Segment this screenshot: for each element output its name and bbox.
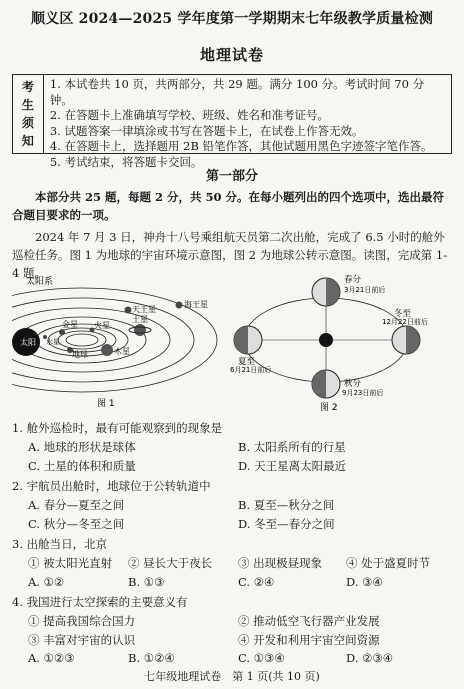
option-b[interactable]: B. ①②④: [128, 651, 175, 665]
saturn-icon: [134, 324, 146, 336]
figure2-caption: 图 2: [320, 403, 338, 413]
season-date: 12月22日前后: [382, 318, 428, 326]
option-d[interactable]: D. 天王星离太阳最近: [238, 459, 347, 473]
option-d[interactable]: D. ③④: [346, 575, 383, 589]
option-a[interactable]: A. 春分—夏至之间: [28, 498, 125, 512]
earth-spring: [312, 278, 340, 306]
earth-autumn: [312, 370, 340, 398]
uranus-icon: [125, 307, 132, 314]
statement-item: ③ 出现极昼现象: [238, 556, 323, 570]
option-a[interactable]: A. ①②: [28, 575, 65, 589]
option-b[interactable]: B. ①③: [128, 575, 165, 589]
figure2-earth-revolution: [226, 268, 452, 414]
subject-title: 地理试卷: [199, 46, 264, 64]
notice-item: 1. 本试卷共 10 页，共两部分，共 29 题。满分 100 分。考试时间 70 分钟。: [49, 77, 425, 107]
season-date: 9月23日前后: [342, 389, 384, 397]
venus-icon: [59, 329, 65, 335]
statement-item: ② 昼长大于夜长: [128, 556, 213, 570]
option-b[interactable]: B. 夏至—秋分之间: [238, 498, 335, 512]
exam-title: 顺义区 2024—2025 学年度第一学期期末七年级教学质量检测: [30, 11, 434, 27]
notice-item: 3. 试题答案一律填涂或书写在答题卡上，在试卷上作答无效。: [49, 123, 364, 138]
notice-item: 4. 在答题卡上，选择题用 2B 铅笔作答，其他试题用黑色字迹签字笔作答。: [49, 139, 433, 153]
part-one-title: 第一部分: [205, 169, 258, 184]
question-context: 2024 年 7 月 3 日，神舟十八号乘组航天员第二次出舱，完成了 6.5 小时的舱外巡检任务。图 1 为地球的宇宙环境示意图，图 2 为地球公转示意图。读图，完成第 1-4 题。: [12, 230, 448, 280]
statement-item: ③ 丰富对宇宙的认识: [28, 633, 136, 647]
question-stem: 4. 我国进行太空探索的主要意义有: [12, 595, 188, 609]
statement-item: ② 推动低空飞行器产业发展: [238, 614, 380, 628]
option-b[interactable]: B. 太阳系所有的行星: [238, 440, 346, 454]
option-c[interactable]: C. 秋分—冬至之间: [28, 517, 125, 531]
option-d[interactable]: D. ②③④: [346, 651, 394, 665]
candidate-notice-box: [12, 74, 452, 169]
question-stem: 1. 舱外巡检时，最有可能观察到的现象是: [12, 421, 223, 435]
planet-label: 火星: [94, 321, 110, 330]
season-date: 6月21日前后: [230, 366, 272, 374]
jupiter-icon: [101, 344, 113, 356]
planet-label: 天王星: [132, 305, 156, 314]
planet-label: 海王星: [184, 300, 208, 309]
part-one-intro: 本部分共 25 题，每题 2 分，共 50 分。在每小题列出的四个选项中，选出最符合题目要求的一项。: [12, 190, 445, 222]
option-c[interactable]: C. ①③④: [238, 651, 285, 665]
season-name: 夏至: [238, 357, 256, 367]
planet-label: 木星: [114, 347, 130, 356]
option-c[interactable]: C. ②④: [238, 575, 275, 589]
question-stem: 2. 宇航员出舱时，地球位于公转轨道中: [12, 479, 211, 493]
figure1-caption: 图 1: [97, 399, 115, 409]
season-name: 春分: [344, 275, 362, 285]
planet-label: 水星: [46, 338, 60, 346]
planet-label: 金星: [62, 320, 78, 329]
notice-heading: 考 生 须 知: [13, 75, 44, 153]
earth-winter: [392, 326, 420, 354]
statement-item: ④ 开发和利用宇宙空间资源: [238, 633, 380, 647]
sun-label: 太阳: [20, 338, 36, 347]
page-footer: 七年级地理试卷 第 1 页(共 10 页): [144, 670, 320, 683]
earth-summer: [234, 326, 262, 354]
planet-label: 地球: [72, 350, 88, 359]
option-c[interactable]: C. 土星的体积和质量: [28, 459, 136, 473]
statement-item: ④ 处于盛夏时节: [346, 556, 431, 570]
notice-list: [44, 75, 451, 169]
season-date: 3月21日前后: [344, 286, 386, 294]
option-d[interactable]: D. 冬至—春分之间: [238, 517, 335, 531]
option-a[interactable]: A. 地球的形状是球体: [28, 440, 136, 454]
figure1-solar-system: [12, 270, 222, 412]
statement-item: ① 被太阳光直射: [28, 556, 113, 570]
notice-item: 2. 在答题卡上准确填写学校、班级、姓名和准考证号。: [49, 108, 329, 122]
figure1-system-label: 太阳系: [26, 277, 54, 287]
neptune-icon: [176, 302, 183, 309]
season-name: 冬至: [394, 309, 412, 319]
question-stem: 3. 出舱当日，北京: [12, 537, 108, 551]
statement-item: ① 提高我国综合国力: [28, 614, 136, 628]
season-name: 秋分: [344, 379, 362, 389]
notice-item: 5. 考试结束，将答题卡交回。: [49, 154, 203, 169]
option-a[interactable]: A. ①②③: [28, 651, 75, 665]
planet-label: 土星: [132, 315, 148, 324]
